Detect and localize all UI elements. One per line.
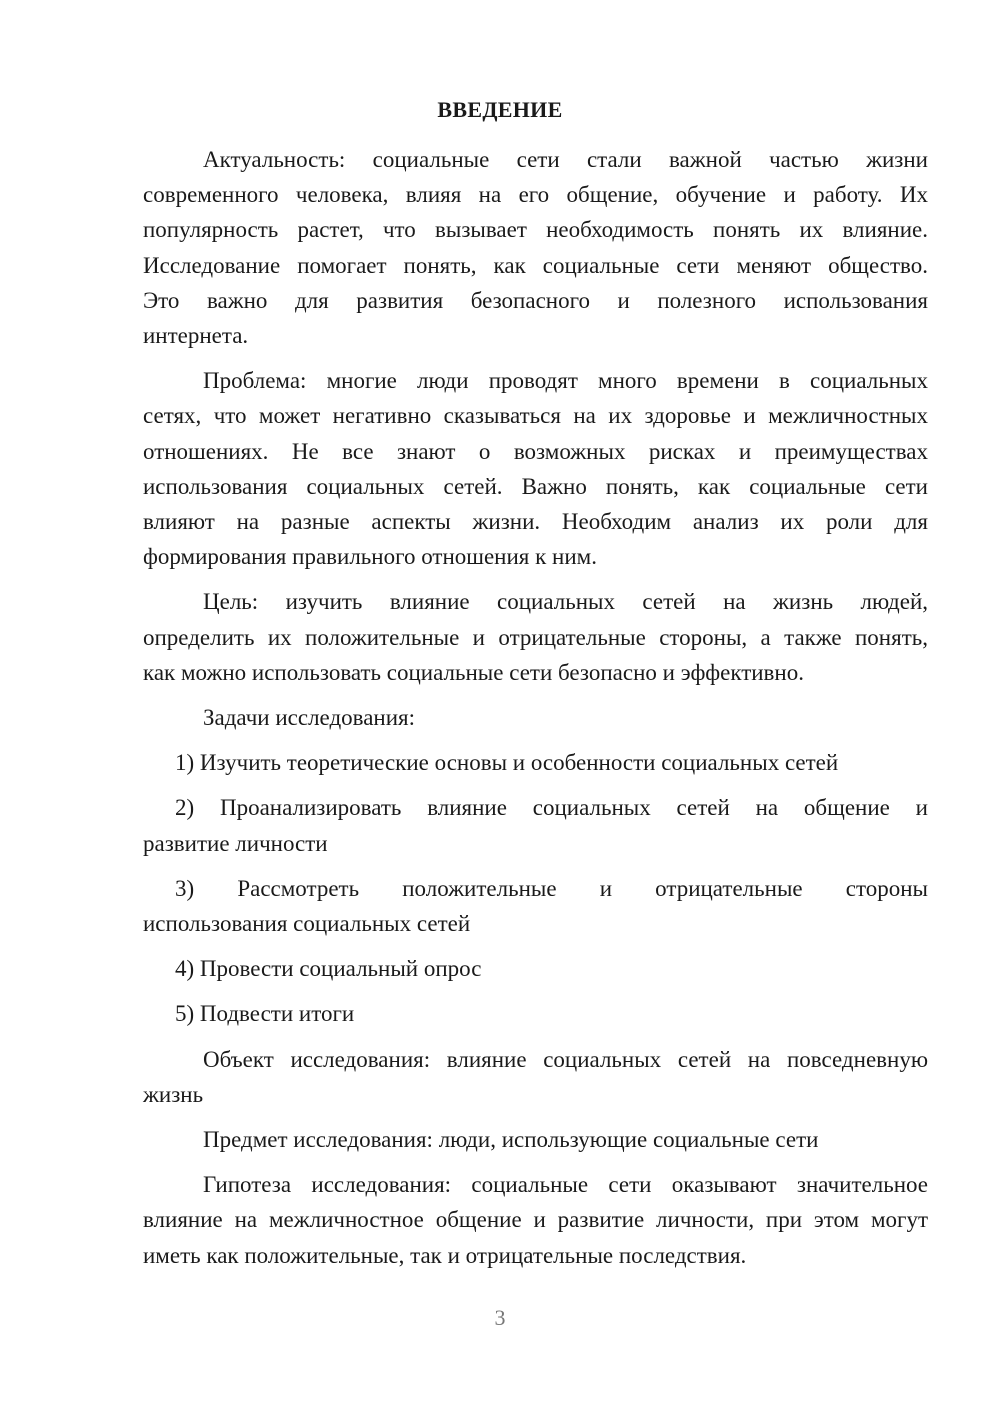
text-line: жизнь xyxy=(143,1081,204,1107)
task-list-item xyxy=(143,871,928,941)
paragraph xyxy=(143,1042,928,1112)
paragraph xyxy=(143,363,928,574)
text-line: развитие личности xyxy=(143,830,328,856)
page-number: 3 xyxy=(494,1305,506,1330)
paragraph xyxy=(143,1167,928,1273)
text-line: популярность растет, что вызывает необходимость понять их влияние. xyxy=(143,217,928,243)
text-line: Проблема: многие люди проводят много времени в социальных xyxy=(203,368,928,394)
text-line: интернета. xyxy=(143,323,249,349)
task-list-item xyxy=(143,790,928,860)
text-line: 3) Рассмотреть положительные и отрицательные стороны xyxy=(175,875,928,901)
paragraph xyxy=(143,584,928,690)
text-line: использования социальных сетей xyxy=(143,911,471,937)
document-body xyxy=(143,142,928,1283)
task-list-item xyxy=(143,745,928,780)
text-line: влияние на межличностное общение и развитие личности, при этом могут xyxy=(143,1207,928,1233)
paragraph xyxy=(143,700,928,735)
task-list-item xyxy=(143,996,928,1031)
paragraph xyxy=(143,142,928,353)
text-line: как можно использовать социальные сети безопасно и эффективно. xyxy=(143,659,804,685)
paragraph xyxy=(143,1122,928,1157)
text-line: современного человека, влияя на его общение, обучение и работу. Их xyxy=(143,182,928,208)
text-line: Это важно для развития безопасного и полезного использования xyxy=(143,287,928,313)
text-line: влияют на разные аспекты жизни. Необходим анализ их роли для xyxy=(143,509,928,535)
text-line: Гипотеза исследования: социальные сети оказывают значительное xyxy=(203,1172,928,1198)
text-line: 2) Проанализировать влияние социальных сетей на общение и xyxy=(175,795,928,821)
text-line: Объект исследования: влияние социальных сетей на повседневную xyxy=(203,1046,928,1072)
section-title: ВВЕДЕНИЕ xyxy=(437,97,563,122)
text-line: 4) Провести социальный опрос xyxy=(175,956,482,982)
text-line: Исследование помогает понять, как социальные сети меняют общество. xyxy=(143,252,928,278)
text-line: сетях, что может негативно сказываться на их здоровье и межличностных xyxy=(143,403,928,429)
task-list-item xyxy=(143,951,928,986)
text-line: формирования правильного отношения к ним. xyxy=(143,544,597,570)
text-line: Задачи исследования: xyxy=(203,705,416,731)
text-line: использования социальных сетей. Важно понять, как социальные сети xyxy=(143,473,928,499)
text-line: 5) Подвести итоги xyxy=(175,1001,355,1027)
text-line: Актуальность: социальные сети стали важной частью жизни xyxy=(203,147,928,172)
text-line: Предмет исследования: люди, использующие социальные сети xyxy=(203,1127,819,1153)
text-line: Цель: изучить влияние социальных сетей на жизнь людей, xyxy=(203,589,928,615)
text-line: иметь как положительные, так и отрицательные последствия. xyxy=(143,1242,747,1268)
text-line: отношениях. Не все знают о возможных рисках и преимуществах xyxy=(143,438,928,464)
text-line: 1) Изучить теоретические основы и особенности социальных сетей xyxy=(175,750,839,776)
text-line: определить их положительные и отрицательные стороны, а также понять, xyxy=(143,624,928,650)
